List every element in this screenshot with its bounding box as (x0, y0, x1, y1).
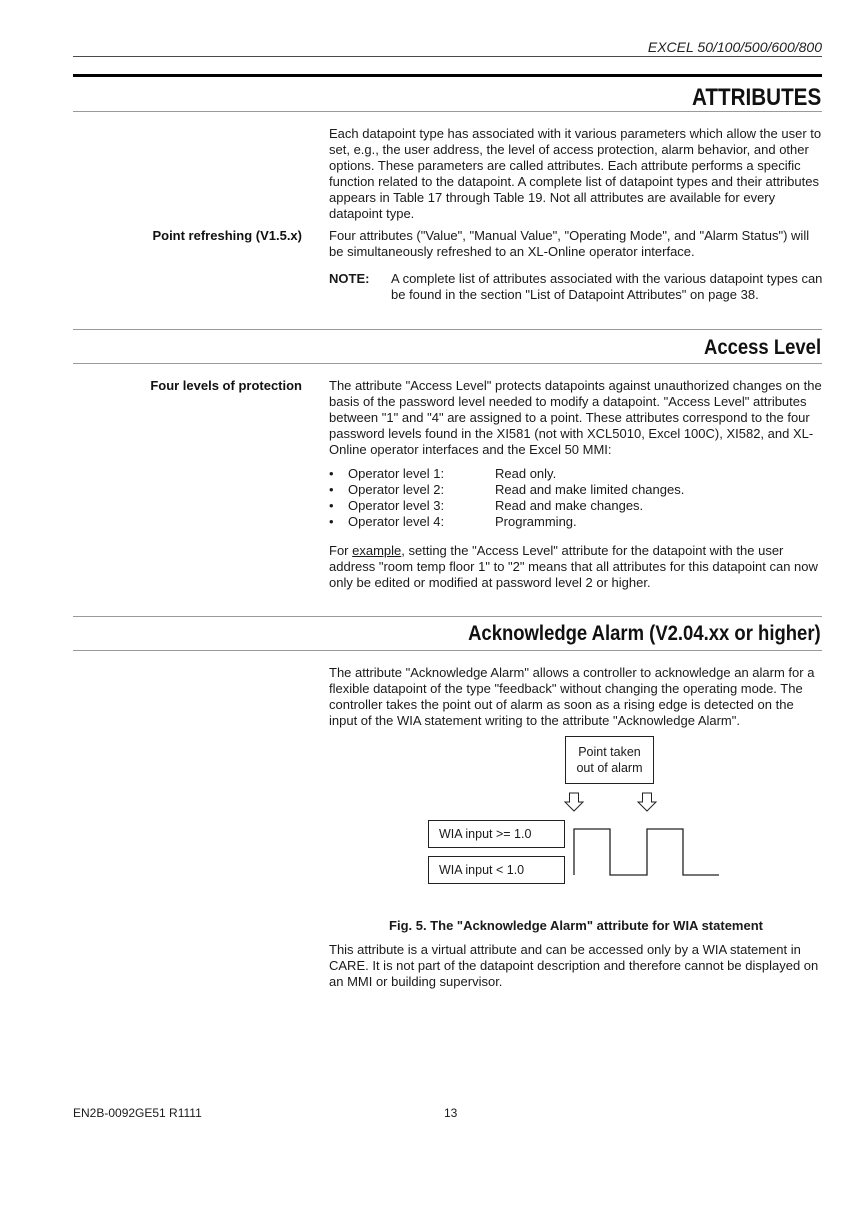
ack-alarm-top-rule (73, 616, 822, 617)
ack-alarm-heading: Acknowledge Alarm (V2.04.xx or higher) (468, 622, 821, 645)
signal-waveform (574, 829, 719, 875)
footer-document-id: EN2B-0092GE51 R1111 (73, 1106, 202, 1120)
operator-level-name: Operator level 2: (348, 482, 445, 497)
access-level-heading: Access Level (703, 336, 821, 359)
section-top-rule (73, 74, 822, 77)
access-level-paragraph: The attribute "Access Level" protects datapoints against unauthorized changes on the basis of the password level needed to modify a datapoint. "Access Level" attributes between "1" and "4" are assigned to a point. These attributes correspond to the four password levels found in the XI581 (not with XCL5010, Excel 100C), XI582, and XL-Online operator interfaces and the Excel 50 MMI: (329, 378, 822, 457)
operator-level-name: Operator level 1: (348, 466, 445, 481)
example-word: example (352, 543, 402, 558)
ack-alarm-diagram (428, 736, 728, 888)
footer-page-number: 13 (444, 1106, 458, 1120)
point-refreshing-paragraph: Four attributes ("Value", "Manual Value", "Operating Mode", and "Alarm Status") will be simultaneously refreshed to an XL-Online operator interface. (329, 228, 810, 259)
operator-level-name: Operator level 4: (348, 514, 445, 529)
attributes-intro-paragraph: Each datapoint type has associated with it various parameters which allow the user to set, e.g., the user address, the level of access protection, alarm behavior, and other options. These parameters are called attributes. Each attribute performs a specific function related to the datapoint. A complete list of datapoint types and their attributes appears in Table 17 through Table 19. Not all attributes are available for every datapoint type. (329, 126, 822, 221)
down-arrow-icon (565, 793, 583, 811)
down-arrow-icon (638, 793, 656, 811)
operator-level-desc: Read and make changes. (495, 498, 644, 513)
point-taken-line2: out of alarm (576, 761, 643, 775)
operator-level-desc: Read only. (495, 466, 557, 481)
header-rule (73, 56, 822, 57)
four-levels-label: Four levels of protection (150, 378, 302, 393)
attributes-heading-rule (73, 111, 822, 112)
ack-alarm-paragraph: The attribute "Acknowledge Alarm" allows a controller to acknowledge an alarm for a flexible datapoint of the type "feedback" without changing the operating mode. The controller takes the point out of alarm as soon as a rising edge is detected on the input of the WIA statement writing to the attribute "Acknowledge Alarm". (329, 665, 815, 728)
operator-level-name: Operator level 3: (348, 498, 445, 513)
example-rest: , setting the "Access Level" attribute for the datapoint with the user address "room temp floor 1" to "2" means that all attributes for this datapoint can now only be edited or modified at password level 2 or higher. (329, 543, 818, 590)
bullet-icon: • (329, 514, 334, 529)
access-level-example-paragraph (329, 543, 823, 591)
bullet-icon: • (329, 498, 334, 513)
access-level-heading-rule (73, 363, 822, 364)
example-prefix: For (329, 543, 353, 558)
wia-input-high-label: WIA input >= 1.0 (439, 827, 532, 841)
operator-level-desc: Read and make limited changes. (495, 482, 685, 497)
note-label: NOTE: (329, 271, 370, 286)
wia-input-low-label: WIA input < 1.0 (439, 863, 525, 877)
bullet-icon: • (329, 482, 334, 497)
point-taken-box (566, 737, 654, 784)
figure-caption: Fig. 5. The "Acknowledge Alarm" attribute for WIA statement (389, 918, 763, 933)
point-taken-line1: Point taken (578, 745, 641, 759)
ack-alarm-heading-rule (73, 650, 822, 651)
note-text: A complete list of attributes associated with the various datapoint types can be found in the section "List of Datapoint Attributes" on page 38. (391, 271, 823, 302)
ack-alarm-footnote-paragraph: This attribute is a virtual attribute and can be accessed only by a WIA statement in CARE. It is not part of the datapoint description and therefore cannot be displayed on an MMI or building supervisor. (329, 942, 819, 989)
attributes-heading: ATTRIBUTES (691, 84, 821, 111)
operator-level-desc: Programming. (495, 514, 577, 529)
document-header-title: EXCEL 50/100/500/600/800 (647, 39, 822, 55)
bullet-icon: • (329, 466, 334, 481)
access-level-top-rule (73, 329, 822, 330)
point-refreshing-label: Point refreshing (V1.5.x) (152, 228, 302, 243)
